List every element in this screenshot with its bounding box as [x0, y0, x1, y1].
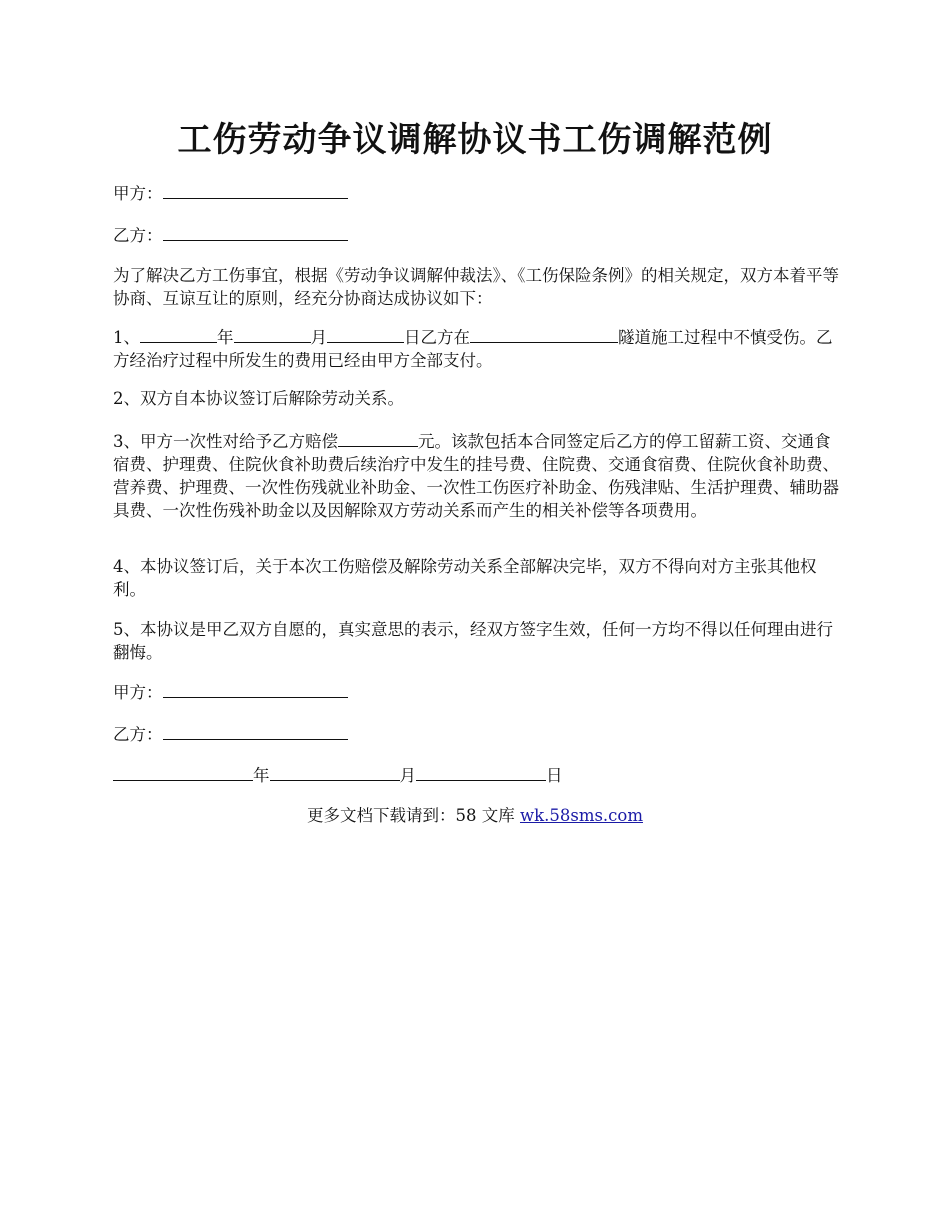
date-year: 年 [253, 766, 270, 785]
clause-1-place-blank [470, 325, 618, 343]
clause-3-suffix: 元。该款包括本合同签定后乙方的停工留薪工资、交通食宿费、护理费、住院伙食补助费后续治疗中发生的挂号费、住院费、交通食宿费、住院伙食补助费、营养费、护理费、一次性伤残就业补助金、一次性工伤医疗补助金、伤残津贴、生活护理费、辅助器具费、一次性伤残补助金以及因解除双方劳动关系而产生的相关补偿等各项费用。 [113, 432, 839, 520]
date-day-blank [416, 763, 546, 781]
sign-party-a-label: 甲方： [113, 683, 163, 702]
clause-1-year-blank [140, 325, 217, 343]
date-day: 日 [546, 766, 563, 785]
date-month-blank [270, 763, 400, 781]
clause-1-suffix: 隧道施工过程中不慎受伤。乙方经治疗过程中所发生的费用已经由甲方全部支付。 [113, 328, 833, 370]
party-a-line [113, 181, 843, 205]
date-year-blank [113, 763, 253, 781]
clause-1-day-blank [327, 325, 404, 343]
party-a-label: 甲方： [113, 184, 163, 203]
party-b-blank [163, 223, 348, 241]
clause-2: 2、双方自本协议签订后解除劳动关系。 [113, 389, 404, 408]
sign-party-a-line [113, 680, 843, 704]
sign-party-b-label: 乙方： [113, 725, 163, 744]
clause-3 [113, 429, 843, 522]
footer [0, 804, 950, 827]
clause-1-day: 日乙方在 [404, 328, 470, 347]
clause-5: 5、本协议是甲乙双方自愿的，真实意思的表示，经双方签字生效，任何一方均不得以任何理由进行翻悔。 [113, 620, 833, 662]
clause-1-year: 年 [217, 328, 234, 347]
clause-3-prefix: 3、甲方一次性对给予乙方赔偿 [113, 432, 338, 451]
clause-4: 4、本协议签订后，关于本次工伤赔偿及解除劳动关系全部解决完毕，双方不得向对方主张其他权利。 [113, 557, 817, 599]
date-month: 月 [399, 766, 416, 785]
clause-1-prefix: 1、 [113, 328, 140, 347]
party-a-blank [163, 181, 348, 199]
intro-paragraph: 为了解决乙方工伤事宜，根据《劳动争议调解仲裁法》、《工伤保险条例》的相关规定，双方本着平等协商、互谅互让的原则，经充分协商达成协议如下： [113, 266, 839, 308]
sign-party-b-line [113, 722, 843, 746]
clause-3-amount-blank [338, 429, 418, 447]
document-title: 工伤劳动争议调解协议书工伤调解范例 [177, 120, 773, 160]
sign-party-a-blank [163, 680, 348, 698]
clause-1 [113, 325, 843, 372]
sign-party-b-blank [163, 722, 348, 740]
footer-link[interactable]: wk.58sms.com [519, 806, 643, 825]
signing-date-line [113, 763, 843, 787]
party-b-line [113, 223, 843, 247]
party-b-label: 乙方： [113, 226, 163, 245]
footer-text: 更多文档下载请到：58 文库 [306, 806, 520, 825]
clause-1-month-blank [234, 325, 311, 343]
clause-1-month: 月 [310, 328, 327, 347]
